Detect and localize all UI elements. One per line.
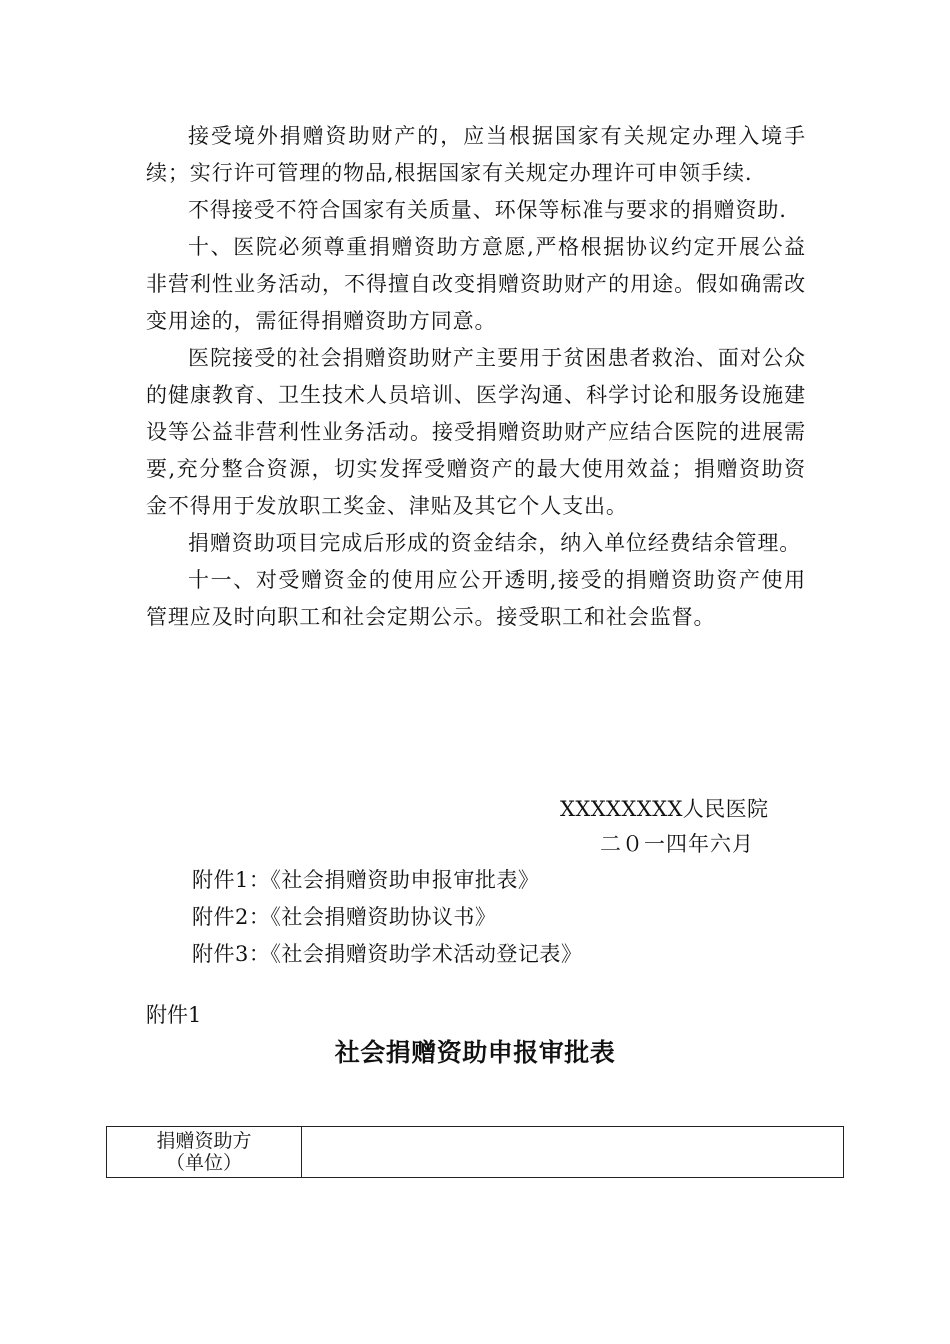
donor-label-line1: 捐赠资助方 — [156, 1130, 252, 1152]
paragraph-quality-standards: 不得接受不符合国家有关质量、环保等标准与要求的捐赠资助. — [188, 198, 787, 222]
approval-form-table — [106, 1126, 844, 1178]
paragraph-article-ten: 十、医院必须尊重捐赠资助方意愿,严格根据协议约定开展公益非营利性业务活动，不得擅自改变捐赠资助财产的用途。假如确需改变用途的，需征得捐赠资助方同意。 — [146, 235, 806, 333]
paragraph-fund-surplus: 捐赠资助项目完成后形成的资金结余，纳入单位经费结余管理。 — [188, 531, 802, 555]
paragraph-article-eleven: 十一、对受赠资金的使用应公开透明,接受的捐赠资助资产使用管理应及时向职工和社会定期公示。接受职工和社会监督。 — [146, 568, 806, 629]
donor-label-line2: （单位） — [165, 1152, 242, 1174]
regulation-body — [146, 118, 806, 636]
donor-label-cell — [107, 1127, 302, 1178]
paragraph-foreign-donation: 接受境外捐赠资助财产的，应当根据国家有关规定办理入境手续；实行许可管理的物品,根据国家有关规定办理许可申领手续. — [146, 124, 806, 185]
attachment-item: 附件2：《社会捐赠资助协议书》 — [192, 905, 497, 929]
attachment-item: 附件1：《社会捐赠资助申报审批表》 — [192, 868, 540, 892]
paragraph-donation-usage: 医院接受的社会捐赠资助财产主要用于贫困患者救治、面对公众的健康教育、卫生技术人员培训、医学沟通、科学讨论和服务设施建设等公益非营利性业务活动。接受捐赠资助财产应结合医院的进展需要,充分整合资源，切实发挥受赠资产的最大使用效益；捐赠资助资金不得用于发放职工奖金、津贴及其它个人支出。 — [146, 346, 806, 518]
form-title: 社会捐赠资助申报审批表 — [334, 1038, 616, 1067]
signature-date: 二０一四年六月 — [600, 832, 754, 856]
attachment-list — [192, 862, 582, 973]
attachment-item: 附件3：《社会捐赠资助学术活动登记表》 — [192, 942, 583, 966]
appendix-label: 附件1 — [146, 1003, 202, 1027]
signature-unit: XXXXXXXX人民医院 — [560, 797, 769, 821]
table-row — [107, 1127, 844, 1178]
donor-value-cell[interactable] — [302, 1127, 844, 1178]
